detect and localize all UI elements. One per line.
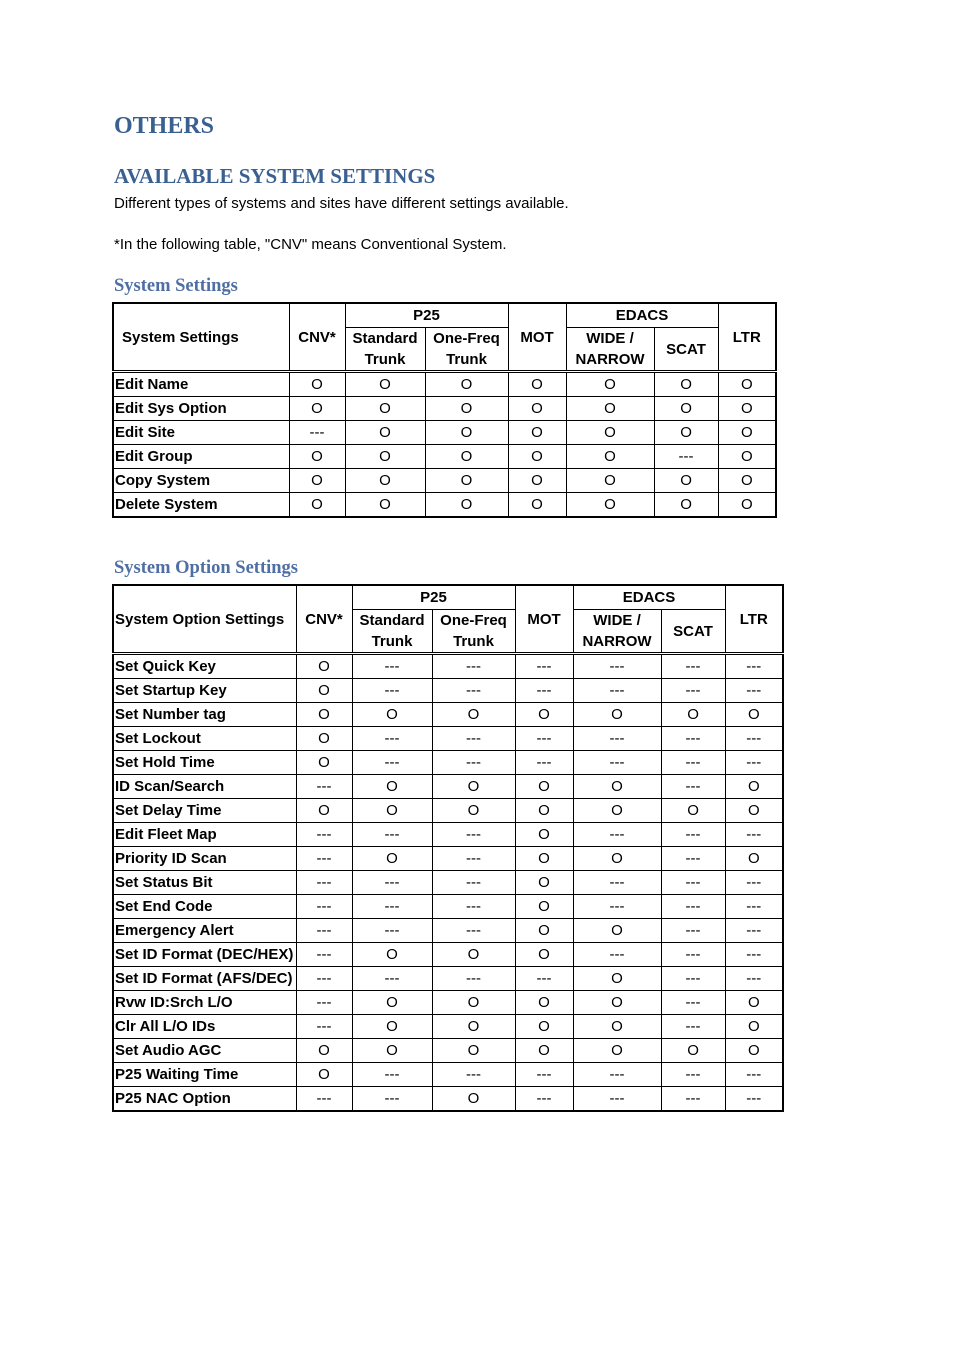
table-cell: --- — [661, 967, 725, 991]
table-cell: --- — [573, 751, 661, 775]
row-label: Set Status Bit — [113, 871, 296, 895]
table-row — [113, 775, 783, 799]
row-label: Set Lockout — [113, 727, 296, 751]
table-cell: O — [515, 1039, 573, 1063]
table-cell: --- — [654, 445, 718, 469]
table-cell: --- — [661, 991, 725, 1015]
table-cell: --- — [432, 727, 515, 751]
table-row — [113, 727, 783, 751]
table2-cnv-header: CNV* — [296, 585, 352, 654]
table-cell: --- — [296, 943, 352, 967]
table-cell: O — [296, 1063, 352, 1087]
table-cell: O — [352, 943, 432, 967]
table-cell: --- — [661, 679, 725, 703]
row-label: Edit Group — [113, 445, 289, 469]
table-cell: O — [566, 469, 654, 493]
table-cell: --- — [661, 775, 725, 799]
table-row — [113, 421, 776, 445]
system-option-settings-table — [112, 584, 784, 1112]
table2-corner-header: System Option Settings — [113, 585, 296, 654]
table-cell: --- — [725, 943, 783, 967]
table-cell: O — [725, 703, 783, 727]
table-cell: O — [573, 775, 661, 799]
table-cell: O — [296, 679, 352, 703]
table-row — [113, 991, 783, 1015]
table-cell: O — [566, 372, 654, 397]
system-settings-table — [112, 302, 777, 518]
table1-scat-header: SCAT — [654, 328, 718, 372]
table-row — [113, 967, 783, 991]
table-cell: --- — [352, 679, 432, 703]
row-label: Delete System — [113, 493, 289, 518]
table1-wide-narrow-header: WIDE / NARROW — [566, 328, 654, 372]
table-cell: O — [296, 703, 352, 727]
cnv-note: *In the following table, "CNV" means Conventional System. — [114, 236, 507, 253]
table-cell: O — [725, 775, 783, 799]
table-cell: --- — [661, 1015, 725, 1039]
row-label: Edit Site — [113, 421, 289, 445]
table-cell: O — [432, 703, 515, 727]
table-cell: O — [515, 1015, 573, 1039]
table-cell: O — [508, 469, 566, 493]
table-cell: O — [573, 1039, 661, 1063]
row-label: Set ID Format (DEC/HEX) — [113, 943, 296, 967]
table-cell: O — [573, 1015, 661, 1039]
table-cell: O — [345, 493, 425, 518]
table-cell: --- — [296, 871, 352, 895]
table-cell: --- — [432, 823, 515, 847]
table-cell: --- — [432, 967, 515, 991]
table-cell: --- — [515, 751, 573, 775]
table-cell: O — [573, 799, 661, 823]
table-cell: O — [425, 372, 508, 397]
table-cell: O — [718, 493, 776, 518]
table-cell: O — [573, 967, 661, 991]
table-cell: O — [725, 847, 783, 871]
table-cell: O — [508, 397, 566, 421]
table-cell: --- — [725, 1087, 783, 1112]
table-cell: O — [508, 445, 566, 469]
table-row — [113, 919, 783, 943]
table-cell: --- — [432, 895, 515, 919]
row-label: Set End Code — [113, 895, 296, 919]
table2-scat-header: SCAT — [661, 610, 725, 654]
table-cell: --- — [296, 1087, 352, 1112]
table-cell: O — [289, 493, 345, 518]
table-cell: O — [289, 397, 345, 421]
table-cell: --- — [515, 679, 573, 703]
table-row — [113, 799, 783, 823]
table-cell: --- — [432, 751, 515, 775]
table-cell: O — [352, 1015, 432, 1039]
table-cell: --- — [725, 654, 783, 679]
section-title: AVAILABLE SYSTEM SETTINGS — [114, 164, 436, 188]
table-row — [113, 871, 783, 895]
table-cell: O — [718, 397, 776, 421]
table-cell: O — [432, 1039, 515, 1063]
row-label: Rvw ID:Srch L/O — [113, 991, 296, 1015]
table-cell: O — [515, 919, 573, 943]
table1-mot-header: MOT — [508, 303, 566, 372]
table-cell: O — [661, 799, 725, 823]
table-cell: --- — [661, 654, 725, 679]
table-cell: --- — [573, 679, 661, 703]
table-cell: O — [345, 469, 425, 493]
table-cell: O — [566, 493, 654, 518]
table2-title: System Option Settings — [114, 558, 298, 578]
table2-mot-header: MOT — [515, 585, 573, 654]
table-cell: --- — [352, 654, 432, 679]
table-cell: O — [352, 847, 432, 871]
table-cell: --- — [573, 727, 661, 751]
row-label: Set Delay Time — [113, 799, 296, 823]
table-cell: O — [515, 823, 573, 847]
table-cell: --- — [515, 727, 573, 751]
table-cell: --- — [289, 421, 345, 445]
table-cell: O — [296, 799, 352, 823]
table-cell: --- — [432, 871, 515, 895]
table2-wide-narrow-header: WIDE / NARROW — [573, 610, 661, 654]
table-cell: O — [289, 469, 345, 493]
table-cell: O — [425, 469, 508, 493]
row-label: Set Number tag — [113, 703, 296, 727]
row-label: Edit Name — [113, 372, 289, 397]
row-label: P25 NAC Option — [113, 1087, 296, 1112]
row-label: Set Quick Key — [113, 654, 296, 679]
table-cell: --- — [725, 895, 783, 919]
table-cell: O — [515, 991, 573, 1015]
row-label: Set Startup Key — [113, 679, 296, 703]
table-cell: O — [432, 1015, 515, 1039]
table-row — [113, 679, 783, 703]
table-cell: O — [718, 372, 776, 397]
table-row — [113, 1063, 783, 1087]
table-cell: O — [432, 775, 515, 799]
table-cell: O — [566, 445, 654, 469]
table-row — [113, 1087, 783, 1112]
table-cell: O — [296, 1039, 352, 1063]
table-cell: --- — [352, 727, 432, 751]
table-cell: --- — [296, 967, 352, 991]
table-cell: --- — [661, 895, 725, 919]
table-cell: O — [654, 469, 718, 493]
table-cell: --- — [296, 919, 352, 943]
table-cell: O — [425, 397, 508, 421]
table2-edacs-header: EDACS — [573, 585, 725, 610]
table-cell: --- — [352, 823, 432, 847]
table-cell: O — [352, 703, 432, 727]
row-label: Edit Sys Option — [113, 397, 289, 421]
table-cell: --- — [515, 1063, 573, 1087]
table-cell: O — [725, 1039, 783, 1063]
table-cell: --- — [725, 919, 783, 943]
table-cell: --- — [725, 679, 783, 703]
table-cell: O — [573, 847, 661, 871]
table-cell: --- — [352, 1063, 432, 1087]
table-cell: O — [718, 421, 776, 445]
table-cell: O — [718, 445, 776, 469]
table-cell: O — [508, 372, 566, 397]
table1-ltr-header: LTR — [718, 303, 776, 372]
table-cell: O — [654, 421, 718, 445]
table-row — [113, 895, 783, 919]
table-row — [113, 469, 776, 493]
table2-standard-trunk-header: Standard Trunk — [352, 610, 432, 654]
table-row — [113, 703, 783, 727]
table-cell: O — [432, 1087, 515, 1112]
table-cell: --- — [573, 895, 661, 919]
table-cell: O — [352, 991, 432, 1015]
table-cell: --- — [661, 919, 725, 943]
table-cell: O — [725, 799, 783, 823]
table-cell: O — [718, 469, 776, 493]
table-cell: O — [296, 751, 352, 775]
table-cell: --- — [725, 1063, 783, 1087]
table-cell: --- — [296, 847, 352, 871]
table-cell: --- — [725, 967, 783, 991]
row-label: Set Audio AGC — [113, 1039, 296, 1063]
table-cell: O — [573, 919, 661, 943]
table-row — [113, 1015, 783, 1039]
table-cell: --- — [515, 967, 573, 991]
table-cell: O — [661, 1039, 725, 1063]
row-label: Edit Fleet Map — [113, 823, 296, 847]
table-row — [113, 823, 783, 847]
table-cell: --- — [432, 847, 515, 871]
table-row — [113, 493, 776, 518]
table1-edacs-header: EDACS — [566, 303, 718, 328]
table-row — [113, 654, 783, 679]
table-cell: --- — [432, 1063, 515, 1087]
table-cell: O — [296, 727, 352, 751]
table-cell: --- — [661, 1087, 725, 1112]
row-label: Priority ID Scan — [113, 847, 296, 871]
table-cell: --- — [352, 895, 432, 919]
table-cell: O — [289, 372, 345, 397]
table-cell: O — [432, 799, 515, 823]
table-cell: --- — [296, 775, 352, 799]
table-cell: O — [432, 991, 515, 1015]
table-cell: --- — [661, 727, 725, 751]
table-cell: --- — [432, 919, 515, 943]
table-row — [113, 372, 776, 397]
table-cell: O — [352, 775, 432, 799]
table-cell: --- — [296, 991, 352, 1015]
table-cell: --- — [661, 847, 725, 871]
table-cell: --- — [573, 1087, 661, 1112]
table-cell: O — [654, 397, 718, 421]
table-cell: O — [352, 1039, 432, 1063]
table-row — [113, 943, 783, 967]
table-cell: --- — [352, 871, 432, 895]
table2-onefreq-trunk-header: One-Freq Trunk — [432, 610, 515, 654]
table1-cnv-header: CNV* — [289, 303, 345, 372]
table-cell: O — [352, 799, 432, 823]
table-row — [113, 751, 783, 775]
table-cell: O — [654, 493, 718, 518]
row-label: Set ID Format (AFS/DEC) — [113, 967, 296, 991]
table1-title: System Settings — [114, 276, 238, 296]
table-cell: --- — [352, 967, 432, 991]
table-cell: --- — [573, 654, 661, 679]
row-label: ID Scan/Search — [113, 775, 296, 799]
table-cell: O — [296, 654, 352, 679]
intro-text: Different types of systems and sites have different settings available. — [114, 195, 569, 212]
table-cell: O — [345, 445, 425, 469]
table-cell: O — [515, 703, 573, 727]
table-cell: O — [345, 372, 425, 397]
table-cell: --- — [661, 1063, 725, 1087]
table-cell: --- — [515, 1087, 573, 1112]
row-label: Emergency Alert — [113, 919, 296, 943]
table-cell: O — [425, 421, 508, 445]
table-cell: --- — [352, 919, 432, 943]
table-cell: O — [508, 493, 566, 518]
page-title: OTHERS — [114, 113, 215, 139]
table-cell: --- — [573, 943, 661, 967]
table-cell: --- — [432, 654, 515, 679]
table-cell: --- — [661, 871, 725, 895]
table-cell: O — [573, 991, 661, 1015]
table-cell: O — [654, 372, 718, 397]
table-cell: --- — [725, 751, 783, 775]
table-row — [113, 1039, 783, 1063]
table-cell: --- — [352, 751, 432, 775]
table-cell: --- — [573, 823, 661, 847]
table-cell: O — [725, 1015, 783, 1039]
table-cell: O — [515, 871, 573, 895]
table1-corner-header: System Settings — [113, 303, 289, 372]
table-row — [113, 445, 776, 469]
table-cell: O — [345, 421, 425, 445]
table-cell: --- — [296, 895, 352, 919]
table-cell: O — [515, 943, 573, 967]
table-cell: O — [725, 991, 783, 1015]
table1-standard-trunk-header: Standard Trunk — [345, 328, 425, 372]
table-cell: O — [425, 493, 508, 518]
table-cell: --- — [573, 1063, 661, 1087]
table-cell: O — [515, 775, 573, 799]
table-cell: --- — [432, 679, 515, 703]
table-cell: --- — [296, 1015, 352, 1039]
table-cell: --- — [352, 1087, 432, 1112]
table-cell: O — [515, 895, 573, 919]
table-cell: O — [566, 397, 654, 421]
row-label: P25 Waiting Time — [113, 1063, 296, 1087]
table-cell: --- — [573, 871, 661, 895]
table-row — [113, 847, 783, 871]
table-cell: O — [425, 445, 508, 469]
table-cell: O — [508, 421, 566, 445]
table-row — [113, 397, 776, 421]
table-cell: O — [661, 703, 725, 727]
table2-p25-header: P25 — [352, 585, 515, 610]
table-cell: --- — [296, 823, 352, 847]
table-cell: --- — [725, 727, 783, 751]
table2-ltr-header: LTR — [725, 585, 783, 654]
table-cell: --- — [661, 943, 725, 967]
table-cell: --- — [725, 871, 783, 895]
table-cell: O — [432, 943, 515, 967]
table-cell: O — [566, 421, 654, 445]
row-label: Clr All L/O IDs — [113, 1015, 296, 1039]
table-cell: O — [573, 703, 661, 727]
row-label: Set Hold Time — [113, 751, 296, 775]
table-cell: O — [289, 445, 345, 469]
table-cell: --- — [725, 823, 783, 847]
table1-p25-header: P25 — [345, 303, 508, 328]
table-cell: --- — [661, 751, 725, 775]
table-cell: O — [345, 397, 425, 421]
table-cell: O — [515, 799, 573, 823]
table-cell: --- — [515, 654, 573, 679]
table-cell: O — [515, 847, 573, 871]
table-cell: --- — [661, 823, 725, 847]
table1-onefreq-trunk-header: One-Freq Trunk — [425, 328, 508, 372]
row-label: Copy System — [113, 469, 289, 493]
